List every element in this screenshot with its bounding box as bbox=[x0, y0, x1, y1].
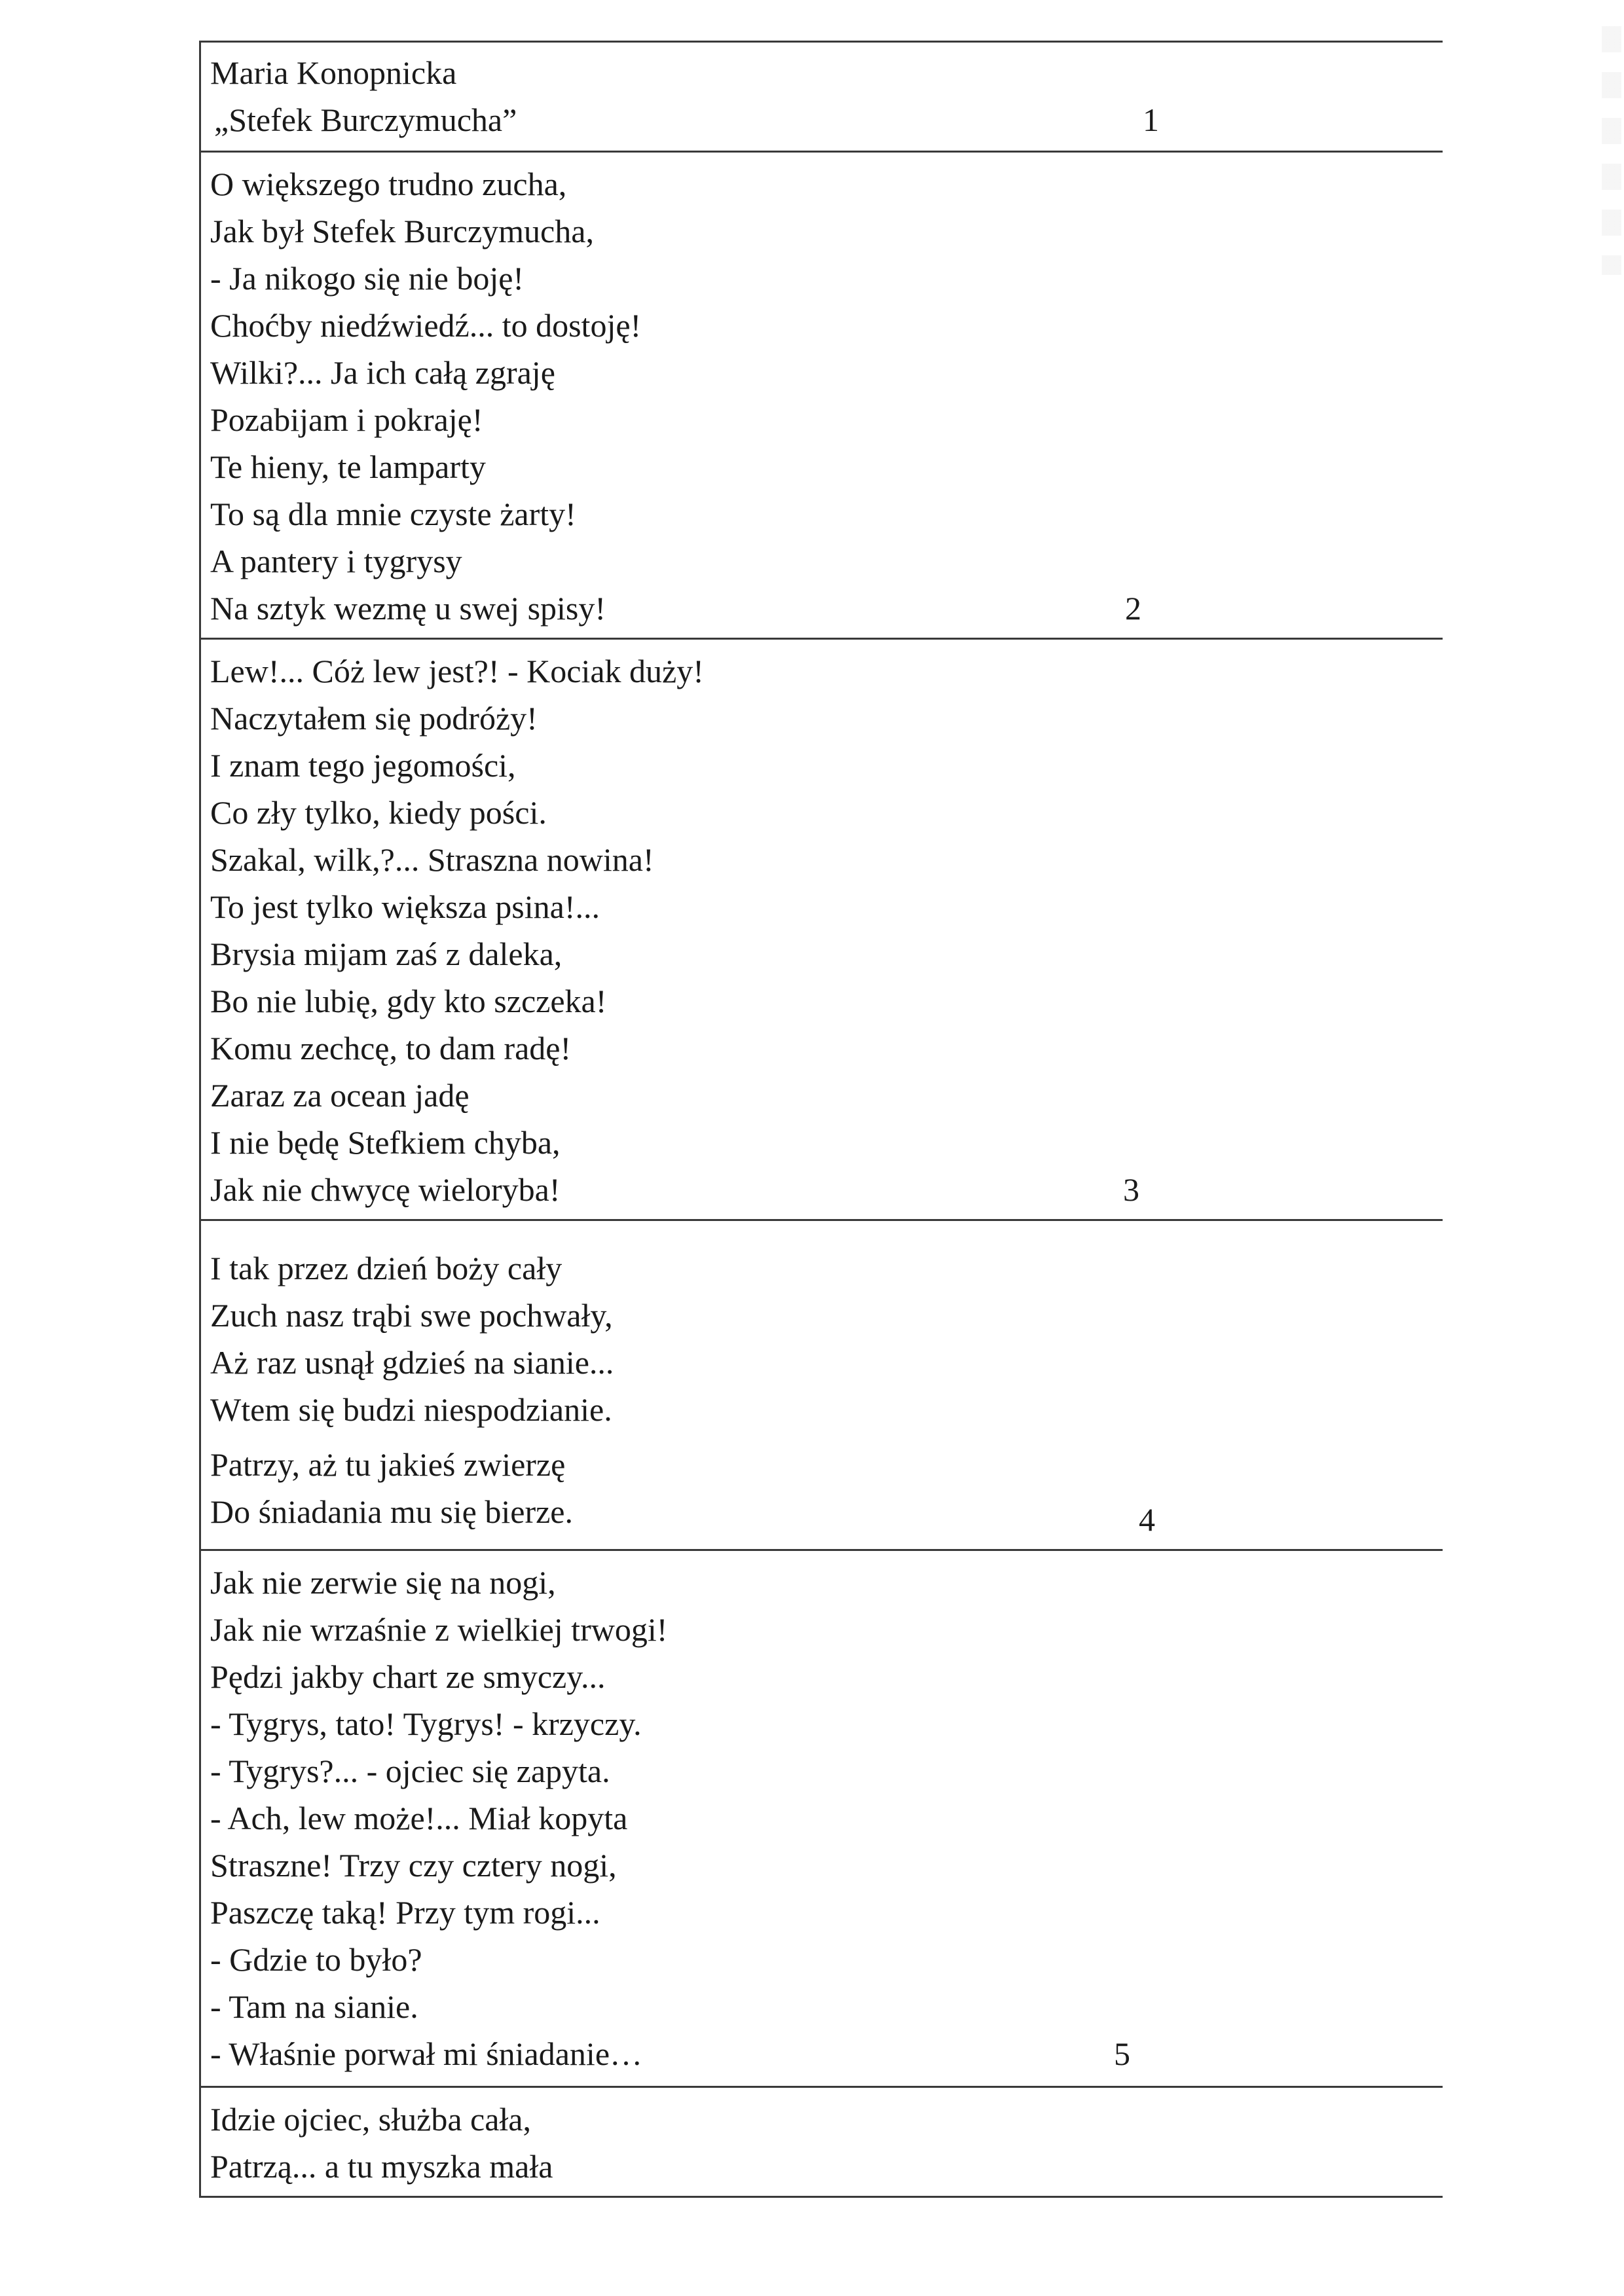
poem-line: - Tygrys, tato! Tygrys! - krzyczy. bbox=[210, 1705, 642, 1742]
stanza-3 bbox=[201, 1221, 1443, 1551]
section-number: 4 bbox=[1139, 1501, 1155, 1538]
poem-line: Zaraz za ocean jadę bbox=[210, 1077, 470, 1114]
poem-title: „Stefek Burczymucha” bbox=[214, 101, 517, 138]
poem-line: Pędzi jakby chart ze smyczy... bbox=[210, 1658, 606, 1695]
poem-line: Te hieny, te lamparty bbox=[210, 448, 486, 485]
poem-line: Komu zechcę, to dam radę! bbox=[210, 1030, 572, 1066]
poem-line: Zuch nasz trąbi swe pochwały, bbox=[210, 1297, 613, 1334]
poem-line: - Ach, lew może!... Miał kopyta bbox=[210, 1800, 628, 1836]
poem-line: Do śniadania mu się bierze. bbox=[210, 1493, 573, 1530]
poem-line: Co zły tylko, kiedy pości. bbox=[210, 794, 547, 831]
poem-line: Paszczę taką! Przy tym rogi... bbox=[210, 1894, 600, 1931]
poem-line: Choćby niedźwiedź... to dostoję! bbox=[210, 307, 642, 344]
poem-line: I tak przez dzień boży cały bbox=[210, 1250, 563, 1286]
poem-line: Idzie ojciec, służba cała, bbox=[210, 2101, 531, 2138]
poem-line: Szakal, wilk,?... Straszna nowina! bbox=[210, 841, 654, 878]
poem-line: Brysia mijam zaś z daleka, bbox=[210, 936, 563, 972]
poem-line: I nie będę Stefkiem chyba, bbox=[210, 1124, 561, 1161]
stanza-gap bbox=[210, 1433, 1443, 1441]
poem-line: Patrzą... a tu myszka mała bbox=[210, 2148, 553, 2185]
poem-line: Wtem się budzi niespodzianie. bbox=[210, 1391, 612, 1428]
section-number: 5 bbox=[1114, 2035, 1130, 2072]
poem-line: - Gdzie to było? bbox=[210, 1941, 422, 1978]
poem-line: Jak nie zerwie się na nogi, bbox=[210, 1564, 556, 1601]
poem-line: - Ja nikogo się nie boję! bbox=[210, 260, 525, 297]
poem-line: Na sztyk wezmę u swej spisy! bbox=[210, 590, 606, 627]
poem-line: Straszne! Trzy czy cztery nogi, bbox=[210, 1847, 617, 1884]
stanza-5 bbox=[201, 2088, 1443, 2198]
poem-header bbox=[201, 43, 1443, 153]
poem-line: I znam tego jegomości, bbox=[210, 747, 516, 784]
stanza-1 bbox=[201, 153, 1443, 640]
stanza-2 bbox=[201, 640, 1443, 1221]
section-number: 3 bbox=[1123, 1171, 1139, 1208]
section-number: 1 bbox=[1143, 101, 1159, 138]
poem-line: Naczytałem się podróży! bbox=[210, 700, 538, 737]
poem-line: Patrzy, aż tu jakieś zwierzę bbox=[210, 1446, 566, 1483]
poem-line: - Tam na sianie. bbox=[210, 1988, 418, 2025]
section-number: 2 bbox=[1125, 590, 1141, 627]
stanza-4 bbox=[201, 1551, 1443, 2088]
poem-line: Jak był Stefek Burczymucha, bbox=[210, 213, 594, 249]
poem-line: Wilki?... Ja ich całą zgraję bbox=[210, 354, 555, 391]
poem-line: Aż raz usnął gdzieś na sianie... bbox=[210, 1344, 614, 1381]
poem-line: To są dla mnie czyste żarty! bbox=[210, 496, 576, 532]
poem-line: Lew!... Cóż lew jest?! - Kociak duży! bbox=[210, 653, 704, 689]
poem-line: Bo nie lubię, gdy kto szczeka! bbox=[210, 983, 607, 1019]
poem-line: O większego trudno zucha, bbox=[210, 166, 567, 202]
poem-line: A pantery i tygrysy bbox=[210, 543, 462, 579]
poem-line: Jak nie wrzaśnie z wielkiej trwogi! bbox=[210, 1611, 668, 1648]
scan-edge-shadow bbox=[1602, 26, 1621, 275]
poem-table bbox=[199, 41, 1443, 2198]
author-name: Maria Konopnicka bbox=[210, 54, 457, 91]
poem-line: Pozabijam i pokraję! bbox=[210, 401, 483, 438]
poem-line: - Tygrys?... - ojciec się zapyta. bbox=[210, 1753, 610, 1789]
poem-line: To jest tylko większa psina!... bbox=[210, 888, 600, 925]
poem-line: - Właśnie porwał mi śniadanie… bbox=[210, 2035, 643, 2072]
poem-line: Jak nie chwycę wieloryba! bbox=[210, 1171, 561, 1208]
